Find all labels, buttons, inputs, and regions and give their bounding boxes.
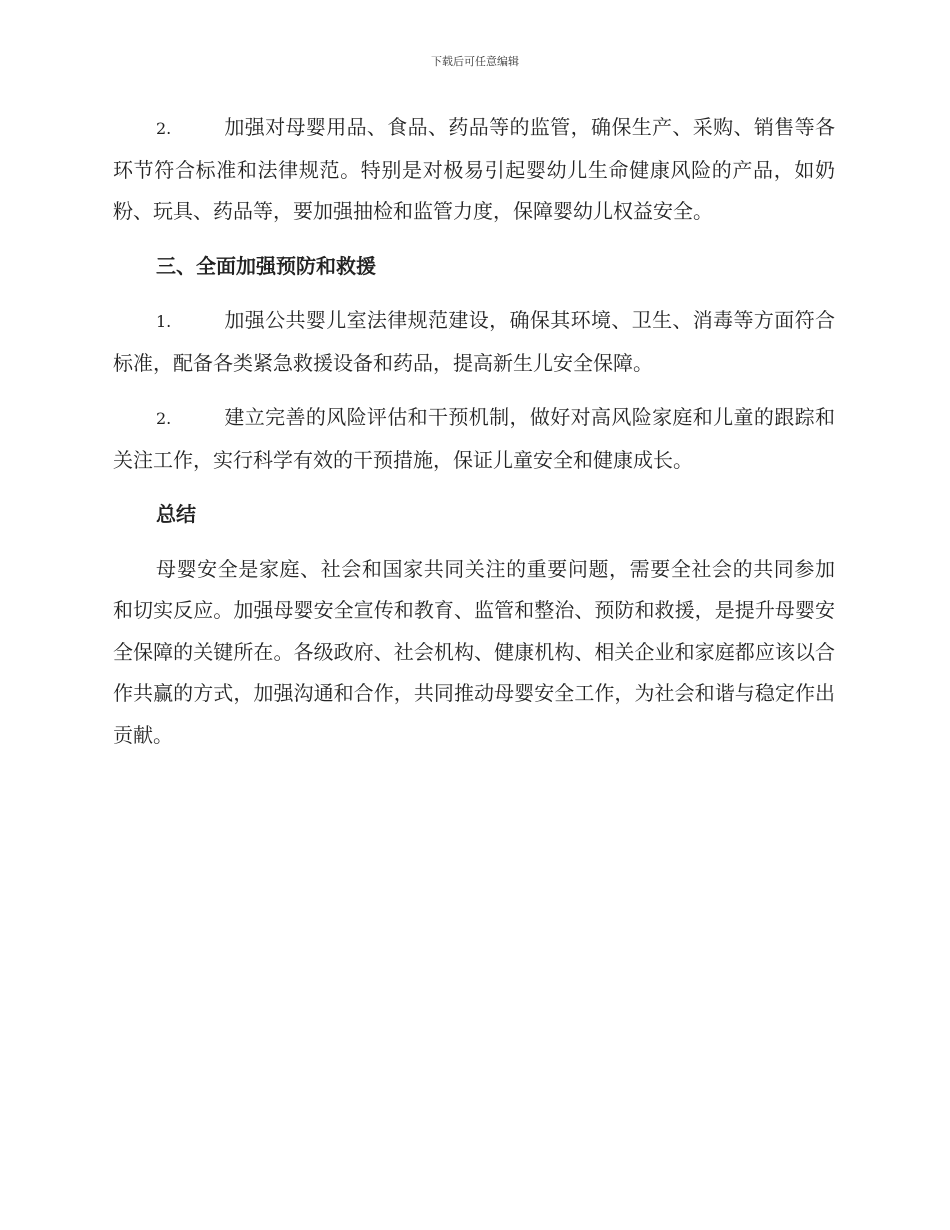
list-item-number: 2.: [156, 409, 172, 428]
list-item: [113, 397, 835, 481]
list-item-number: 2.: [156, 119, 172, 138]
summary-paragraph: 母婴安全是家庭、社会和国家共同关注的重要问题，需要全社会的共同参加和切实反应。加强母婴安全宣传和教育、监管和整治、预防和救援，是提升母婴安全保障的关键所在。各级政府、社会机构、健康机构、相关企业和家庭都应该以合作共赢的方式，加强沟通和合作，共同推动母婴安全工作，为社会和谐与稳定作出贡献。: [113, 556, 835, 747]
list-item-text: 建立完善的风险评估和干预机制，做好对高风险家庭和儿童的跟踪和关注工作，实行科学有效的干预措施，保证儿童安全和健康成长。: [113, 405, 835, 472]
list-item: [113, 300, 835, 384]
list-item-text: 加强对母婴用品、食品、药品等的监管，确保生产、采购、销售等各环节符合标准和法律规范。特别是对极易引起婴幼儿生命健康风险的产品，如奶粉、玩具、药品等，要加强抽检和监管力度，保障婴幼儿权益安全。: [113, 115, 835, 223]
summary-heading: 总结: [156, 502, 196, 526]
document-body: [113, 107, 835, 769]
page-header: 下载后可任意编辑: [431, 55, 519, 68]
list-item-text: 加强公共婴儿室法律规范建设，确保其环境、卫生、消毒等方面符合标准，配备各类紧急救援设备和药品，提高新生儿安全保障。: [113, 308, 835, 375]
section-heading: 三、全面加强预防和救援: [156, 253, 376, 278]
list-item: [113, 107, 835, 233]
list-item-number: 1.: [156, 312, 172, 331]
